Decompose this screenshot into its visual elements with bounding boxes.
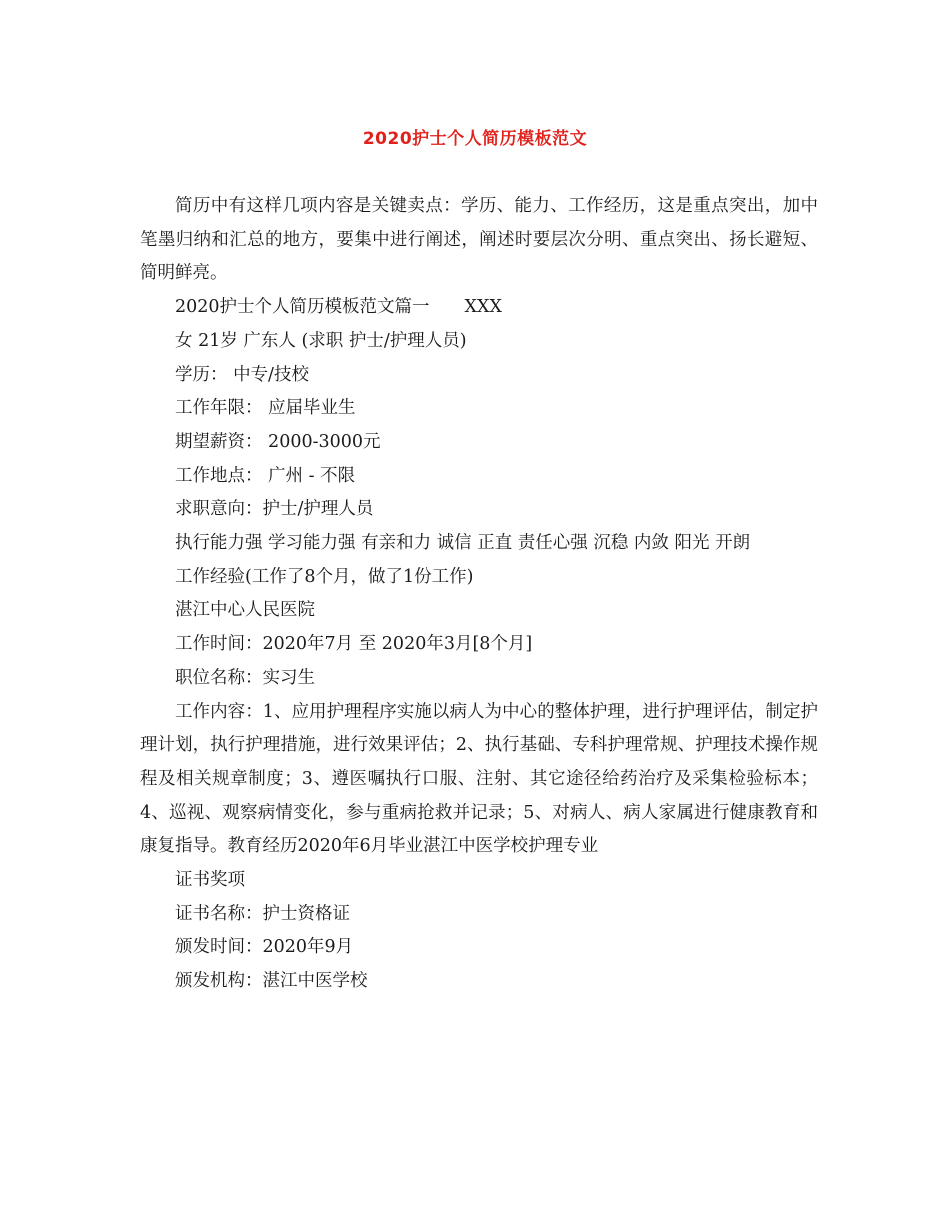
intro-paragraph: 简历中有这样几项内容是关键卖点：学历、能力、工作经历，这是重点突出，加中笔墨归纳和汇总的地方，要集中进行阐述，阐述时要层次分明、重点突出、扬长避短、简明鲜亮。 bbox=[140, 196, 818, 284]
certificates-heading: 证书奖项 bbox=[175, 870, 245, 891]
resume-heading: 2020护士个人简历模板范文篇一 XXX bbox=[175, 297, 502, 318]
issue-date: 颁发时间：2020年9月 bbox=[175, 937, 354, 958]
education-level: 学历： 中专/技校 bbox=[175, 364, 309, 385]
traits-paragraph: 执行能力强 学习能力强 有亲和力 诚信 正直 责任心强 沉稳 内敛 阳光 开朗 bbox=[175, 533, 751, 554]
basic-info: 女 21岁 广东人 (求职 护士/护理人员) bbox=[175, 330, 467, 351]
document-title: 2020护士个人简历模板范文 bbox=[362, 129, 588, 149]
work-location: 工作地点： 广州 - 不限 bbox=[175, 465, 356, 486]
employer: 湛江中心人民医院 bbox=[175, 600, 315, 621]
work-years: 工作年限： 应届毕业生 bbox=[175, 398, 356, 419]
job-intention: 求职意向：护士/护理人员 bbox=[175, 499, 374, 520]
certificate-name: 证书名称：护士资格证 bbox=[175, 903, 350, 924]
expected-salary: 期望薪资： 2000-3000元 bbox=[175, 431, 381, 452]
work-content-paragraph: 工作内容：1、应用护理程序实施以病人为中心的整体护理，进行护理评估，制定护理计划，执行护理措施，进行效果评估；2、执行基础、专科护理常规、护理技术操作规程及相关规章制度；3、遵医嘱执行口服、注射、其它途径给药治疗及采集检验标本；4、巡视、观察病情变化，参与重病抢救并记录；5、对病人、病人家属进行健康教育和康复指导。教育经历2020年6月毕业湛江中医学校护理专业 bbox=[140, 701, 818, 857]
issuing-body: 颁发机构：湛江中医学校 bbox=[175, 971, 368, 992]
experience-heading: 工作经验(工作了8个月，做了1份工作) bbox=[175, 566, 474, 587]
document-body bbox=[140, 190, 818, 999]
position: 职位名称：实习生 bbox=[175, 667, 315, 688]
work-period: 工作时间：2020年7月 至 2020年3月[8个月] bbox=[175, 634, 533, 655]
